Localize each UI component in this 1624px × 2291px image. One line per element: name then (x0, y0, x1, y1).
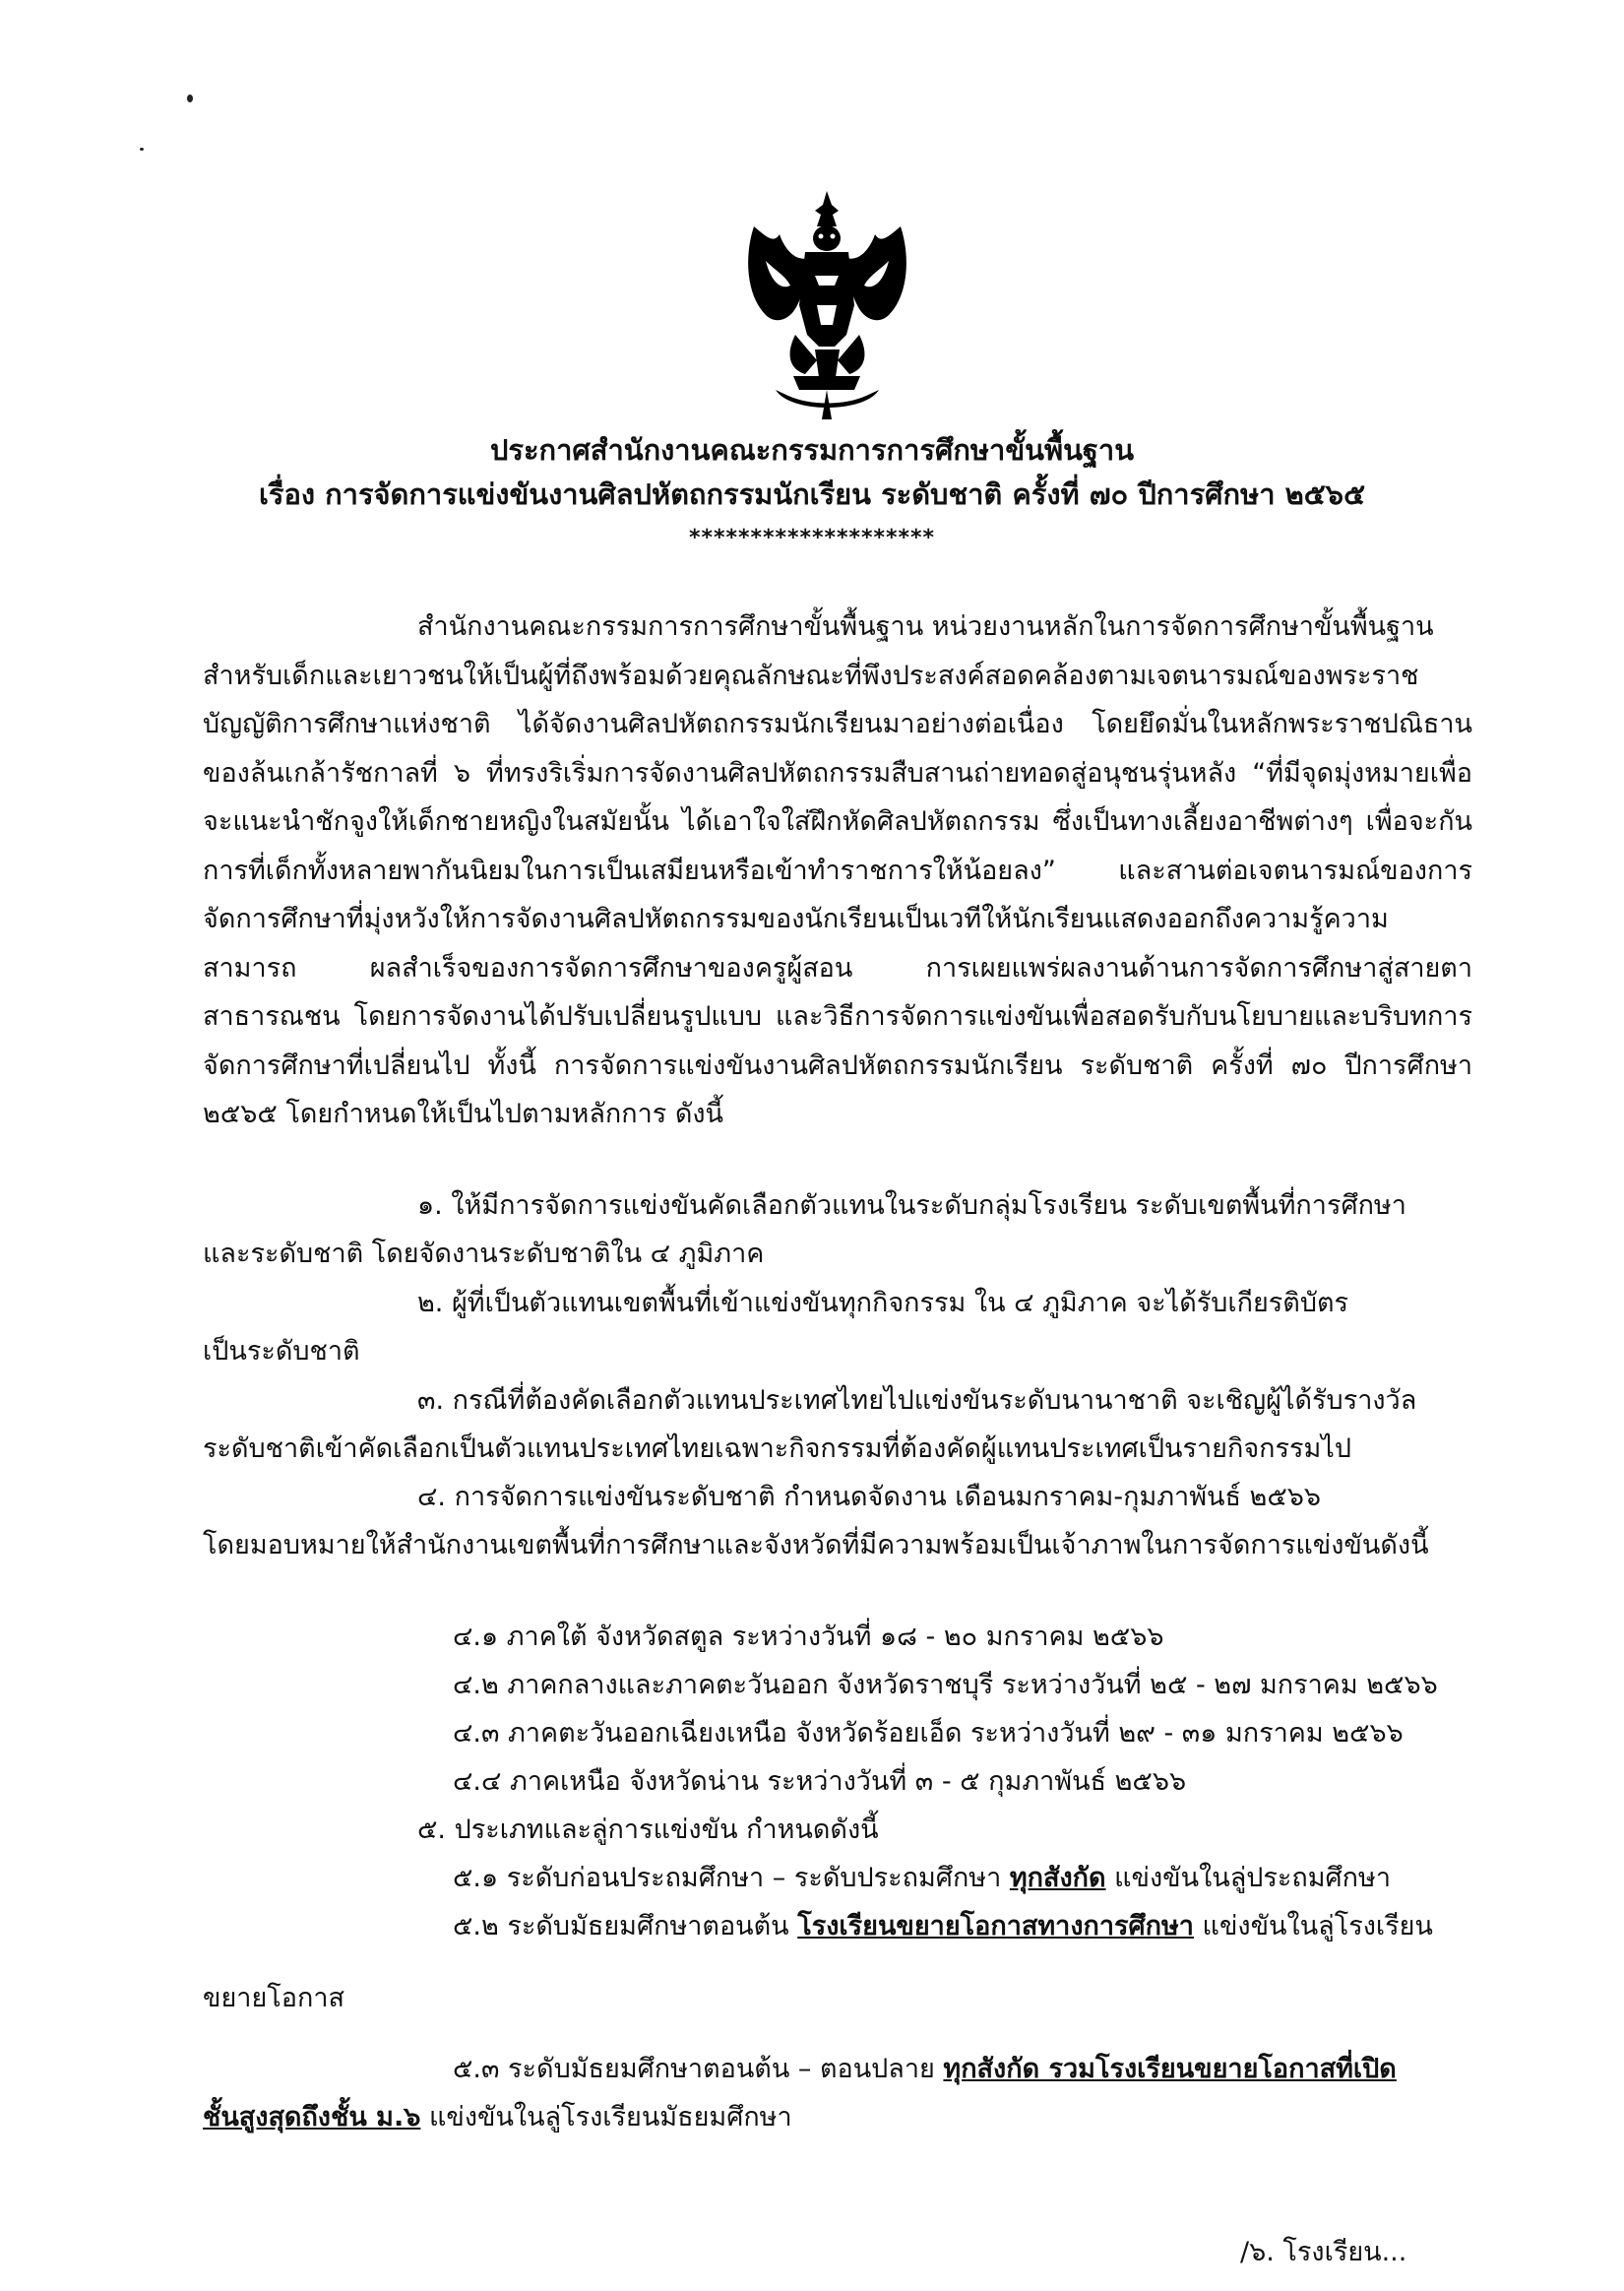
item-4 (203, 1473, 1472, 1569)
item-5-3 (453, 2045, 1397, 2093)
region-3: ๔.๓ ภาคตะวันออกเฉียงเหนือ จังหวัดร้อยเอ็ด ระหว่างวันที่ ๒๙ - ๓๑ มกราคม ๒๕๖๖ (453, 1718, 1404, 1749)
page-continued-marker: /๖. โรงเรียน... (1240, 2237, 1407, 2267)
title-separator: ******************** (688, 526, 936, 550)
item-1-cont: และระดับชาติ โดยจัดงานระดับชาติใน ๔ ภูมิภาค (203, 1239, 765, 1269)
item-2 (203, 1279, 1472, 1375)
item-4-lead: ๔. การจัดการแข่งขันระดับชาติ กำหนดจัดงาน เดือนมกราคม-กุมภาพันธ์ ๒๕๖๖ (417, 1482, 1322, 1512)
item-2-lead: ๒. ผู้ที่เป็นตัวแทนเขตพื้นที่เข้าแข่งขันทุกกิจกรรม ใน ๔ ภูมิภาค จะได้รับเกียรติบัตร (417, 1288, 1349, 1318)
region-2: ๔.๒ ภาคกลางและภาคตะวันออก จังหวัดราชบุรี ระหว่างวันที่ ๒๕ - ๒๗ มกราคม ๒๕๖๖ (453, 1670, 1438, 1700)
item-5-2-cont: ขยายโอกาส (203, 1983, 344, 2013)
item-5-1-text: ๕.๑ ระดับก่อนประถมศึกษา – ระดับประถมศึกษา (453, 1863, 1010, 1893)
item-5-3-text: ๕.๓ ระดับมัธยมศึกษาตอนต้น – ตอนปลาย (453, 2054, 944, 2084)
item-1-lead: ๑. ให้มีการจัดการแข่งขันคัดเลือกตัวแทนในระดับกลุ่มโรงเรียน ระดับเขตพื้นที่การศึกษา (417, 1190, 1406, 1221)
announcement-title: ประกาศสำนักงานคณะกรรมการการศึกษาขั้นพื้นฐาน (489, 433, 1135, 467)
item-3-lead: ๓. กรณีที่ต้องคัดเลือกตัวแทนประเทศไทยไปแข่งขันระดับนานาชาติ จะเชิญผู้ได้รับรางวัล (417, 1385, 1417, 1416)
region-4: ๔.๔ ภาคเหนือ จังหวัดน่าน ระหว่างวันที่ ๓ - ๕ กุมภาพันธ์ ๒๕๖๖ (453, 1766, 1187, 1797)
item-5-lead: ๕. ประเภทและลู่การแข่งขัน กำหนดดังนี้ (417, 1814, 879, 1845)
intro-paragraph (203, 603, 1472, 1139)
item-5-1-underlined: ทุกสังกัด (1009, 1863, 1106, 1893)
announcement-subject: เรื่อง การจัดการแข่งขันงานศิลปหัตถกรรมนักเรียน ระดับชาติ ครั้งที่ ๗๐ ปีการศึกษา ๒๕๖๕ (258, 477, 1366, 511)
scan-speck (187, 95, 193, 102)
intro-first-line: สำนักงานคณะกรรมการการศึกษาขั้นพื้นฐาน หน่วยงานหลักในการจัดการศึกษาขั้นพื้นฐาน (417, 611, 1434, 642)
item-5-2-tail: แข่งขันในลู่โรงเรียน (1193, 1911, 1433, 1941)
region-1: ๔.๑ ภาคใต้ จังหวัดสตูล ระหว่างวันที่ ๑๘ - ๒๐ มกราคม ๒๕๖๖ (453, 1622, 1164, 1652)
item-5-2 (453, 1902, 1433, 1950)
scan-speck (140, 148, 144, 151)
item-5-1 (453, 1854, 1391, 1902)
item-3 (203, 1376, 1472, 1473)
item-5-1-tail: แข่งขันในลู่ประถมศึกษา (1105, 1863, 1391, 1893)
item-2-cont: เป็นระดับชาติ (203, 1336, 360, 1367)
item-5-3-tail: แข่งขันในลู่โรงเรียนมัธยมศึกษา (420, 2102, 792, 2132)
item-1 (203, 1181, 1472, 1278)
item-5-3-underlined: ทุกสังกัด รวมโรงเรียนขยายโอกาสที่เปิด (943, 2054, 1397, 2084)
item-4-cont: โดยมอบหมายให้สำนักงานเขตพื้นที่การศึกษาและจังหวัดที่มีความพร้อมเป็นเจ้าภาพในการจัดการแข่งขันดังนี้ (203, 1530, 1429, 1560)
item-5-2-text: ๕.๒ ระดับมัธยมศึกษาตอนต้น (453, 1911, 798, 1941)
intro-body: สำหรับเด็กและเยาวชนให้เป็นผู้ที่ถึงพร้อมด้วยคุณลักษณะที่พึงประสงค์สอดคล้องตามเจตนารมณ์ของพระราชบัญญัติการศึกษาแห่งชาติ ได้จัดงานศิลปหัตถกรรมนักเรียนมาอย่างต่อเนื่อง โดยยึดมั่นในหลักพระราชปณิธานของล้นเกล้ารัชกาลที่ ๖ ที่ทรงริเริ่มการจัดงานศิลปหัตถกรรมสืบสานถ่ายทอดสู่อนุชนรุ่นหลัง “ที่มีจุดมุ่งหมายเพื่อจะแนะนำชักจูงให้เด็กชายหญิงในสมัยนั้น ได้เอาใจใส่ฝึกหัดศิลปหัตถกรรม ซึ่งเป็นทางเลี้ยงอาชีพต่างๆ เพื่อจะกันการที่เด็กทั้งหลายพากันนิยมในการเป็นเสมียนหรือเข้าทำราชการให้น้อยลง” และสานต่อเจตนารมณ์ของการจัดการศึกษาที่มุ่งหวังให้การจัดงานศิลปหัตถกรรมของนักเรียนเป็นเวทีให้นักเรียนแสดงออกถึงความรู้ความสามารถ ผลสำเร็จของการจัดการศึกษาของครูผู้สอน การเผยแพร่ผลงานด้านการจัดการศึกษาสู่สายตาสาธารณชน โดยการจัดงานได้ปรับเปลี่ยนรูปแบบ และวิธีการจัดการแข่งขันเพื่อสอดรับกับนโยบายและบริบทการจัดการศึกษาที่เปลี่ยนไป ทั้งนี้ การจัดการแข่งขันงานศิลปหัตถกรรมนักเรียน ระดับชาติ ครั้งที่ ๗๐ ปีการศึกษา ๒๕๖๕ โดยกำหนดให้เป็นไปตามหลักการ ดังนี้ (203, 660, 1472, 1129)
item-3-cont: ระดับชาติเข้าคัดเลือกเป็นตัวแทนประเทศไทยเฉพาะกิจกรรมที่ต้องคัดผู้แทนประเทศเป็นรายกิจกรรมไป (203, 1433, 1352, 1464)
garuda-emblem-icon (736, 187, 918, 423)
item-5-2-underlined: โรงเรียนขยายโอกาสทางการศึกษา (797, 1911, 1194, 1941)
item-5-3-cont (203, 2093, 792, 2141)
item-5-3-underlined-2: ชั้นสูงสุดถึงชั้น ม.๖ (203, 2102, 421, 2132)
